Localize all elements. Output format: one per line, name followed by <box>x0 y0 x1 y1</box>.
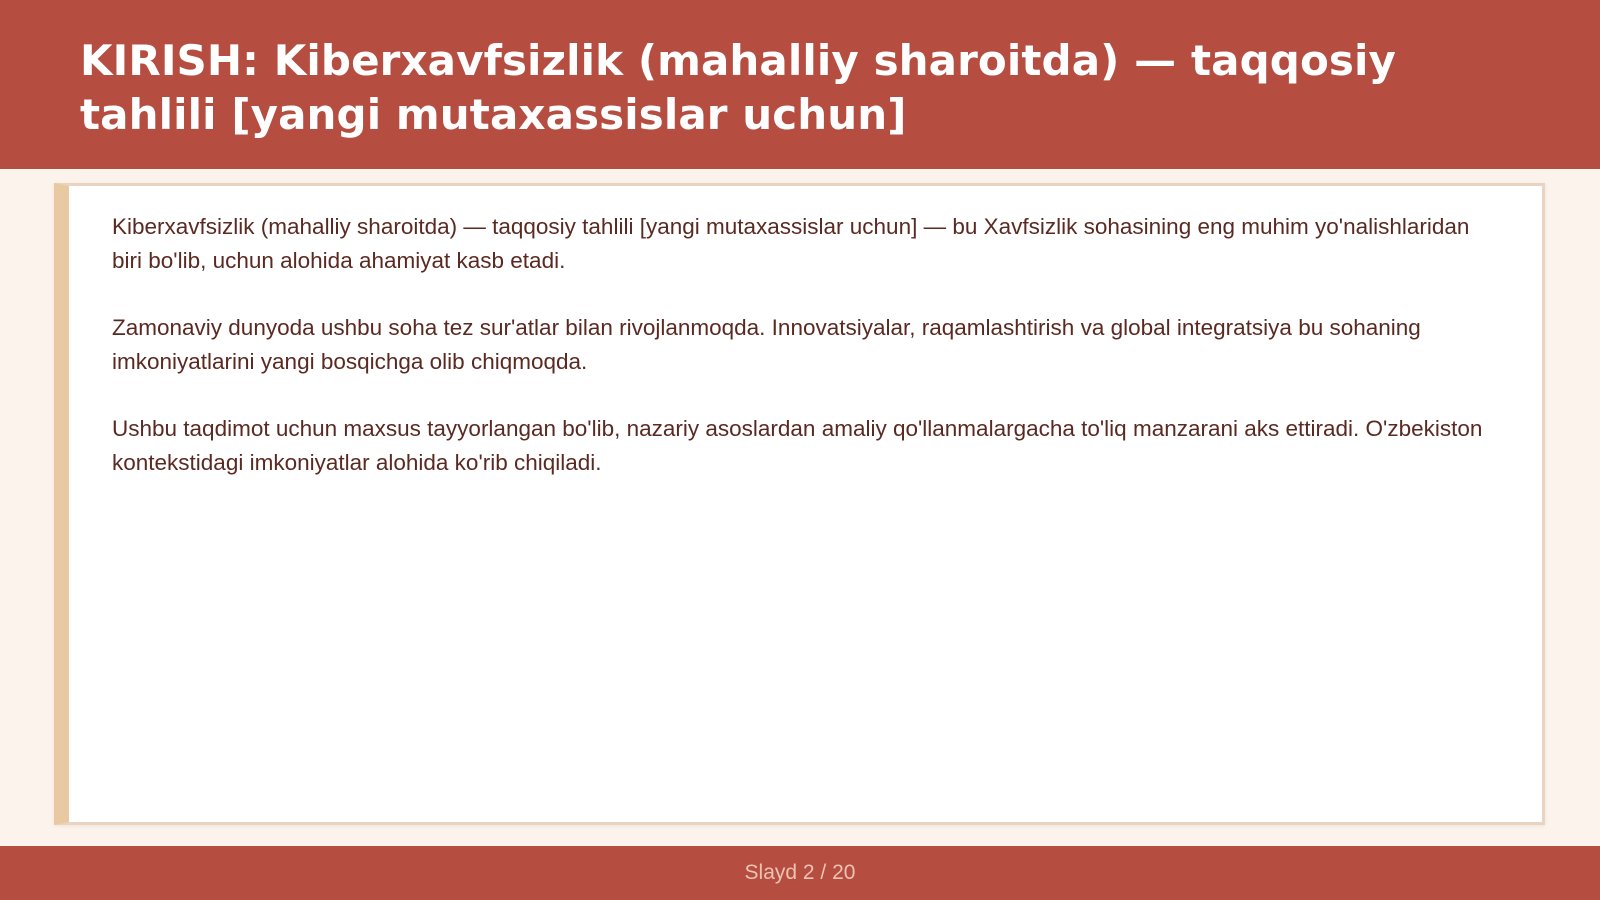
slide-footer <box>0 846 1600 900</box>
body-paragraph-3: Ushbu taqdimot uchun maxsus tayyorlangan bo'lib, nazariy asoslardan amaliy qo'llanmalargacha to'liq manzarani aks ettiradi. O'zbekiston kontekstidagi imkoniyatlar alohida ko'rib chiqiladi. <box>112 416 1483 475</box>
body-paragraph-2: Zamonaviy dunyoda ushbu soha tez sur'atlar bilan rivojlanmoqda. Innovatsiyalar, raqamlashtirish va global integratsiya bu sohaning imkoniyatlarini yangi bosqichga olib chiqmoqda. <box>112 315 1421 374</box>
slide-title: KIRISH: Kiberxavfsizlik (mahalliy sharoitda) — taqqosiy tahlili [yangi mutaxassislar uchun] <box>80 36 1396 139</box>
slide-counter: Slayd 2 / 20 <box>744 861 856 884</box>
slide-header <box>0 0 1600 169</box>
body-paragraph-1: Kiberxavfsizlik (mahalliy sharoitda) — taqqosiy tahlili [yangi mutaxassislar uchun] — bu Xavfsizlik sohasining eng muhim yo'nalishlaridan biri bo'lib, uchun alohida ahamiyat kasb etadi. <box>112 214 1470 273</box>
slide-body <box>97 210 1497 513</box>
